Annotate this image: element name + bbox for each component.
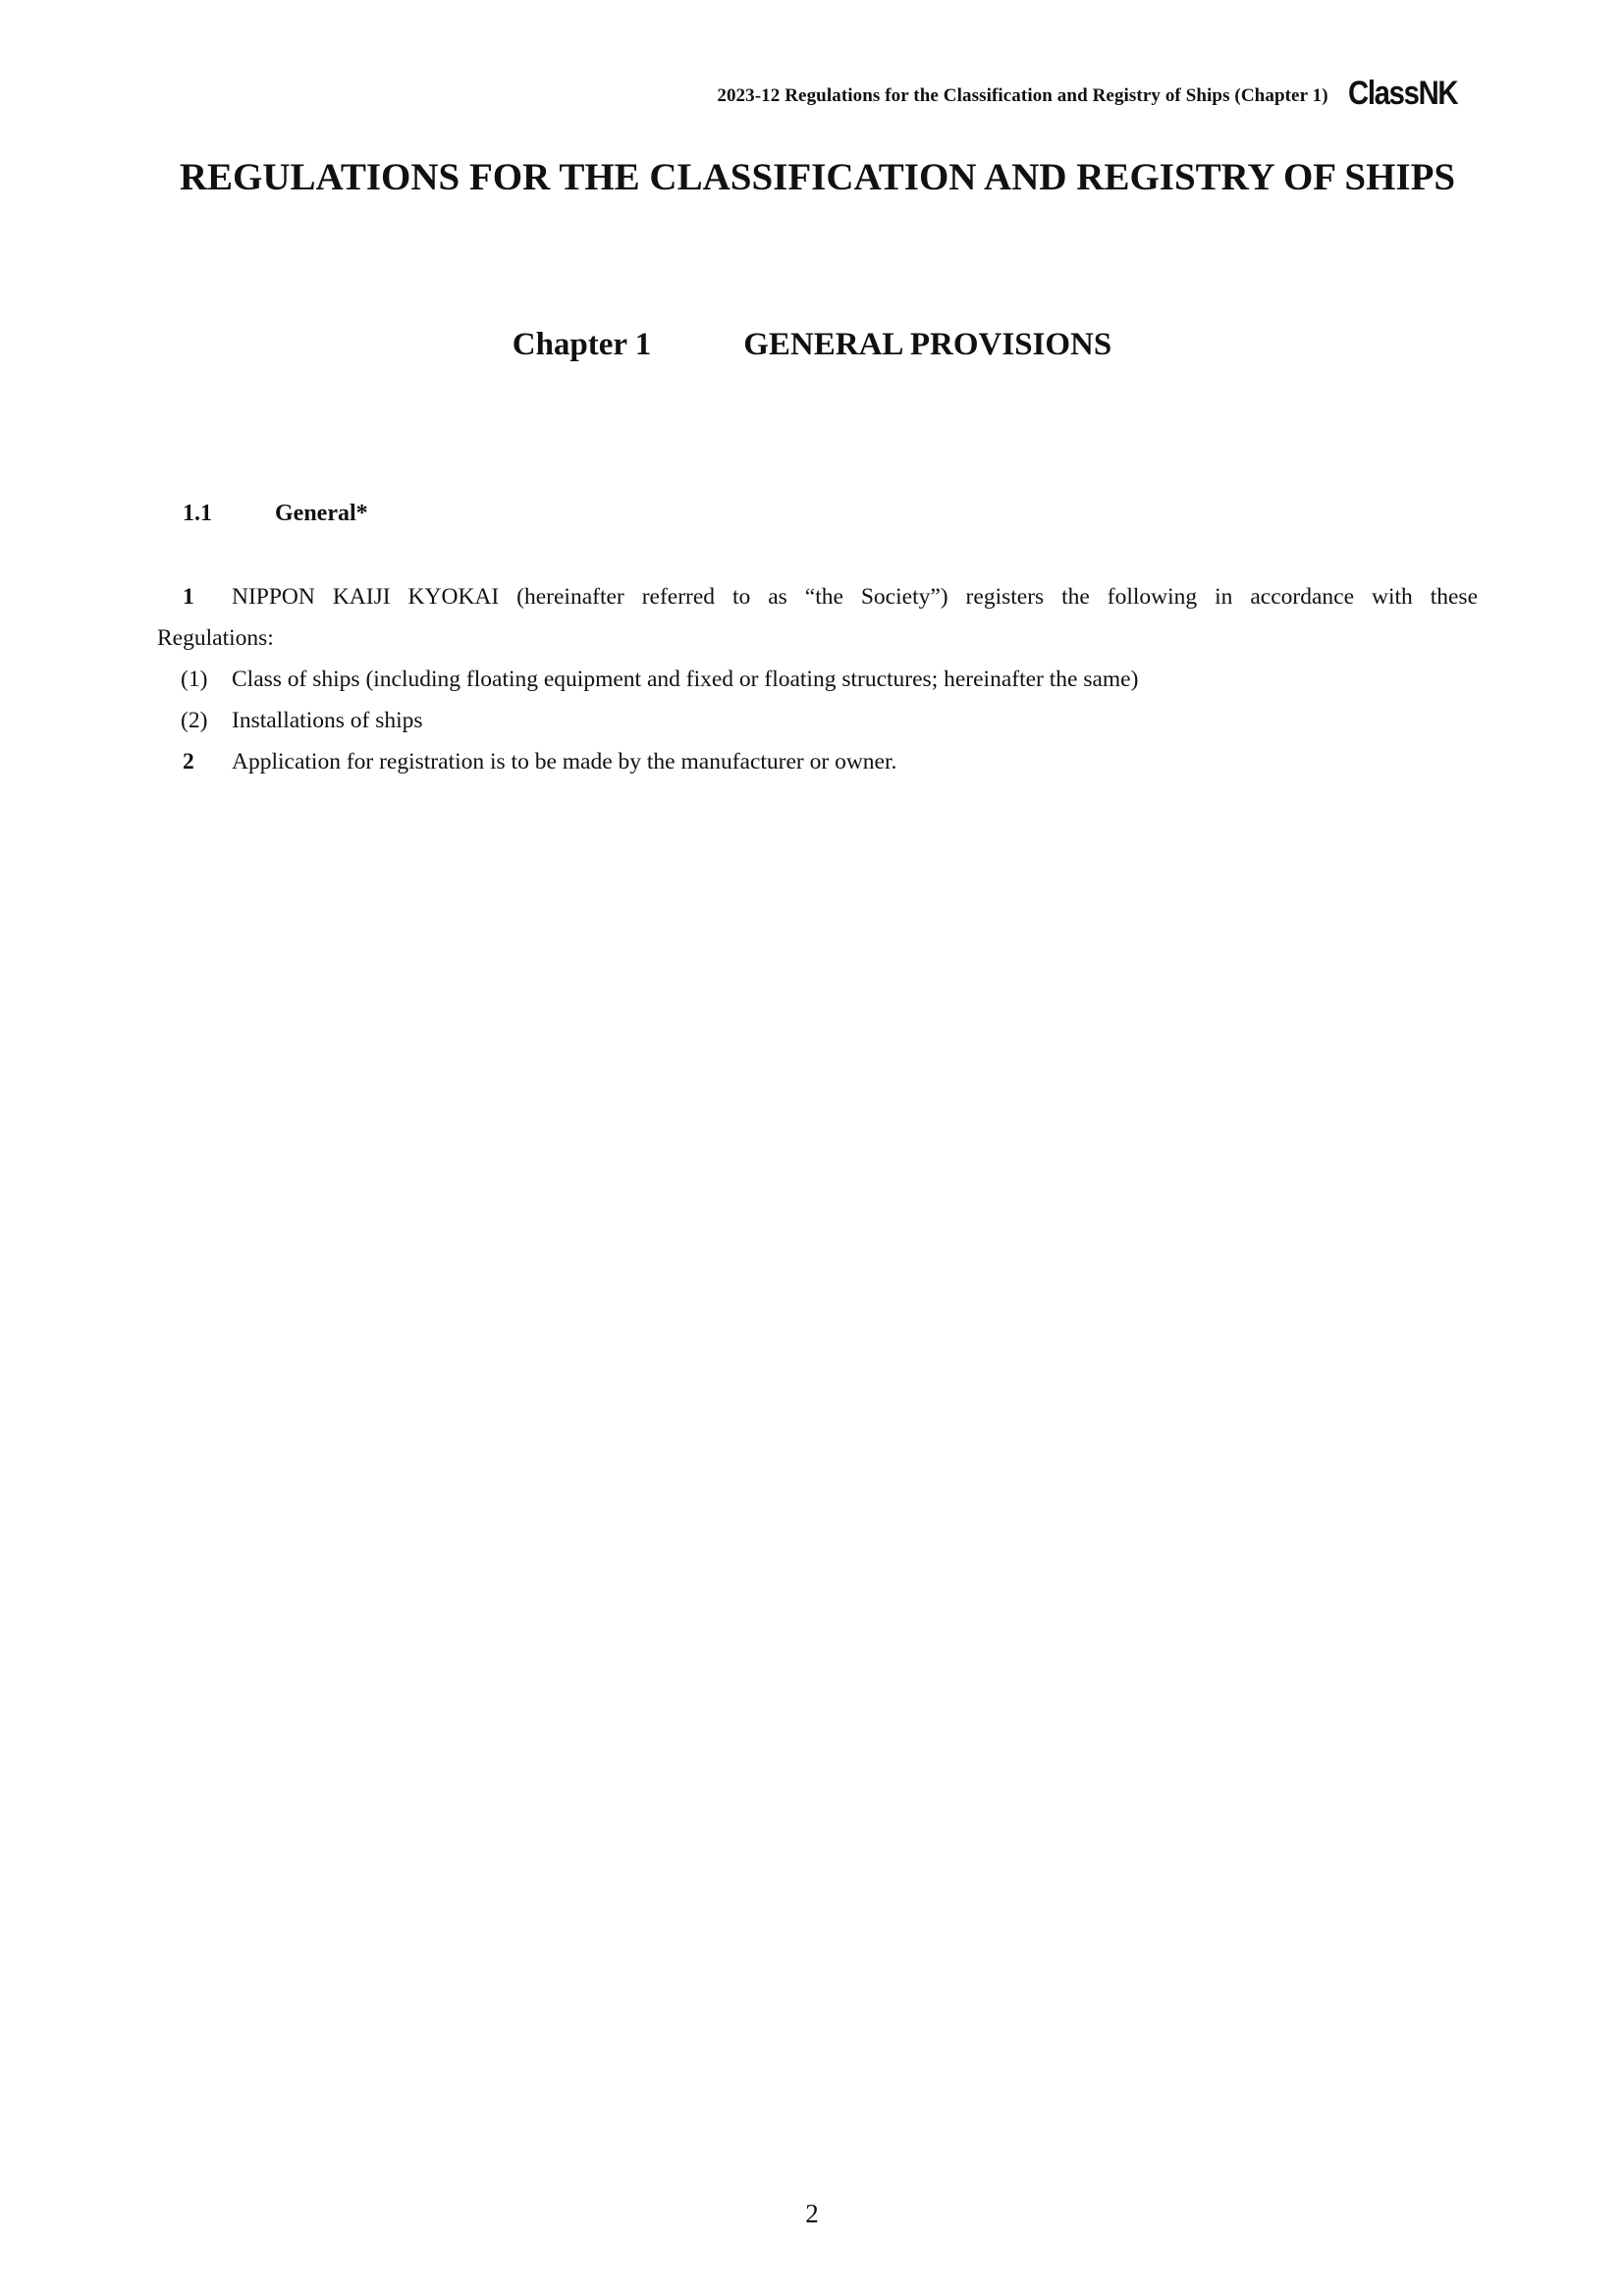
paragraph-1 [157,576,1478,659]
list-item [157,659,1138,700]
list-marker: (1) [181,667,208,692]
running-header-title: 2023-12 Regulations for the Classification and Registry of Ships (Chapter 1) [717,85,1328,106]
paragraph-text: Application for registration is to be made by the manufacturer or owner. [232,749,897,774]
chapter-number: Chapter 1 [512,327,652,362]
chapter-title: GENERAL PROVISIONS [743,327,1112,362]
section-number: 1.1 [183,501,212,526]
paragraph-number: 1 [183,584,194,610]
list-item-text: Installations of ships [232,708,423,733]
section-title: General* [275,501,368,526]
paragraph-text: NIPPON KAIJI KYOKAI (hereinafter referred to as “the Society”) registers the following in accordance with these Regulations: [157,584,1478,651]
list-item [157,700,423,741]
section-heading [183,501,368,527]
list-marker: (2) [181,708,208,733]
page-number: 2 [805,2199,819,2228]
paragraph-number: 2 [183,749,194,774]
list-item-text: Class of ships (including floating equipment and fixed or floating structures; hereinafter the same) [232,667,1139,692]
running-header [717,75,1475,112]
paragraph-2 [157,741,896,782]
document-title: REGULATIONS FOR THE CLASSIFICATION AND REGISTRY OF SHIPS [179,156,1456,198]
chapter-heading [0,327,1624,363]
classnk-logo: ClassNK [1347,75,1457,112]
